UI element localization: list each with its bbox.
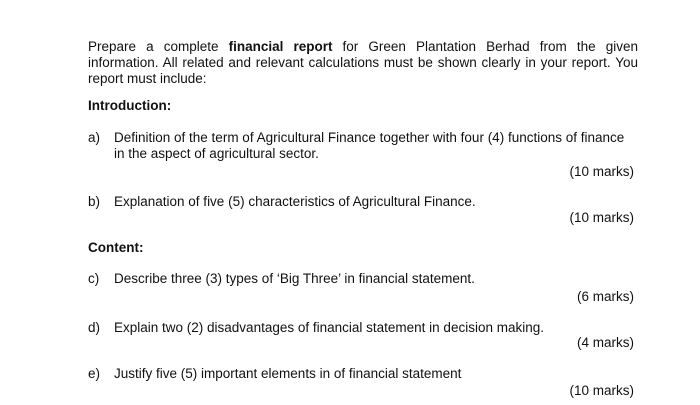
item-d-marks: (4 marks) xyxy=(577,335,634,350)
question-item-c xyxy=(88,271,636,287)
content-heading: Content: xyxy=(88,240,144,255)
instruction-paragraph xyxy=(88,39,638,87)
item-text: Explain two (2) disadvantages of financial statement in decision making. xyxy=(114,320,544,335)
introduction-heading: Introduction: xyxy=(88,98,172,113)
question-item-e xyxy=(88,366,636,382)
question-item-a xyxy=(88,130,636,162)
item-letter: d) xyxy=(88,320,101,335)
item-e-marks: (10 marks) xyxy=(569,383,634,398)
instruction-bold-term: financial report xyxy=(228,39,333,54)
item-letter: c) xyxy=(88,271,100,286)
item-b-marks: (10 marks) xyxy=(569,210,634,225)
item-a-marks: (10 marks) xyxy=(569,164,634,179)
item-letter: a) xyxy=(88,130,101,145)
instruction-text-start: Prepare a complete xyxy=(88,39,229,54)
item-c-marks: (6 marks) xyxy=(577,289,634,304)
question-item-d xyxy=(88,320,636,336)
item-text: Explanation of five (5) characteristics of Agricultural Finance. xyxy=(114,194,476,209)
instruction-text-end: for Green Plantation Berhad from the given information. All related and relevant calculations must be shown clearly in your report. You report must include: xyxy=(88,39,638,86)
item-letter: b) xyxy=(88,194,101,209)
question-item-b xyxy=(88,194,636,210)
item-text: Describe three (3) types of ‘Big Three’ in financial statement. xyxy=(114,271,475,286)
item-text: Justify five (5) important elements in of financial statement xyxy=(114,366,462,381)
item-text: Definition of the term of Agricultural Finance together with four (4) functions of finance in the aspect of agricultural sector. xyxy=(114,130,625,161)
item-letter: e) xyxy=(88,366,101,381)
